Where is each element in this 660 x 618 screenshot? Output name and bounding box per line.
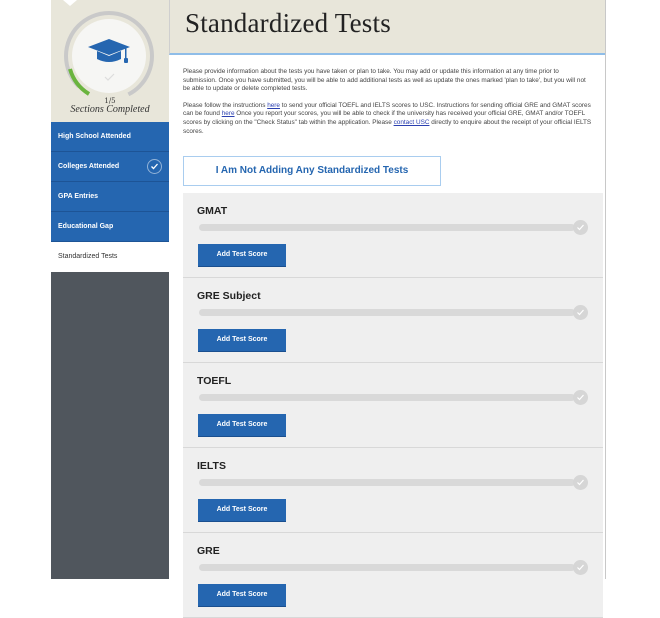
progress-count: 1/5 xyxy=(104,97,116,105)
sidebar-item-label: Standardized Tests xyxy=(58,253,118,260)
check-circle-icon xyxy=(573,560,588,575)
intro-paragraph-1: Please provide information about the tests you have taken or plan to take. You may add or update this information at any time prior to submission. Once you have submitted, you will be able to add additional tests as well as update the ones marked 'plan to take', but you will not be able to update or delete completed tests. xyxy=(183,68,586,93)
add-test-score-button[interactable]: Add Test Score xyxy=(198,584,286,606)
gre-gmat-instructions-link[interactable]: here xyxy=(221,110,235,118)
test-section-ielts xyxy=(183,448,603,533)
page-title: Standardized Tests xyxy=(185,8,391,38)
test-section-gmat xyxy=(183,193,603,278)
add-test-score-button[interactable]: Add Test Score xyxy=(198,414,286,436)
test-section-gre-subject xyxy=(183,278,603,363)
sidebar-item-colleges[interactable] xyxy=(51,152,169,182)
test-name: GRE xyxy=(197,545,220,557)
sidebar xyxy=(51,0,169,579)
page-header xyxy=(169,0,605,55)
progress-label: Sections Completed xyxy=(70,104,150,115)
toefl-ielts-instructions-link[interactable]: here xyxy=(267,101,280,109)
section-nav xyxy=(51,122,169,272)
text: to send your official TOEFL and IELTS scores to USC. Instructions for sending official GRE and GMAT scores can be found xyxy=(183,101,591,118)
check-circle-icon xyxy=(573,305,588,320)
test-section-toefl xyxy=(183,363,603,448)
add-test-score-button[interactable]: Add Test Score xyxy=(198,499,286,521)
sidebar-item-label: GPA Entries xyxy=(58,193,99,200)
notch xyxy=(63,0,77,6)
check-circle-icon xyxy=(147,159,162,174)
add-test-score-button[interactable]: Add Test Score xyxy=(198,329,286,351)
test-list xyxy=(183,193,603,618)
check-circle-icon xyxy=(573,220,588,235)
progress-bar xyxy=(199,309,575,316)
text: Please follow the instructions xyxy=(183,101,268,109)
intro-paragraph-2 xyxy=(183,102,593,136)
add-test-score-button[interactable]: Add Test Score xyxy=(198,244,286,266)
sidebar-item-high-school[interactable] xyxy=(51,122,169,152)
main-content xyxy=(169,0,606,598)
intro-text xyxy=(183,68,593,144)
test-name: GMAT xyxy=(197,205,228,217)
sidebar-item-gap[interactable] xyxy=(51,212,169,242)
progress-panel xyxy=(51,0,169,122)
test-name: GRE Subject xyxy=(197,290,261,302)
progress-bar xyxy=(199,479,575,486)
sidebar-item-gpa[interactable] xyxy=(51,182,169,212)
progress-bar xyxy=(199,564,575,571)
text: directly to enquire about the receipt of your official IELTS scores. xyxy=(183,118,592,135)
sidebar-item-standardized-tests[interactable] xyxy=(51,242,169,272)
test-section-gre xyxy=(183,533,603,618)
check-circle-icon xyxy=(573,390,588,405)
test-name: IELTS xyxy=(197,460,226,472)
progress-bar xyxy=(199,394,575,401)
sidebar-item-label: Educational Gap xyxy=(58,223,114,230)
not-adding-tests-button[interactable]: I Am Not Adding Any Standardized Tests xyxy=(183,156,441,186)
sidebar-item-label: High School Attended xyxy=(58,133,131,140)
progress-bar xyxy=(199,224,575,231)
check-circle-icon xyxy=(573,475,588,490)
text: Once you report your scores, you will be able to check if the university has received your official GRE, GMAT and/or TOEFL scores by clicking on the "Check Status" tab within the application. Please xyxy=(183,110,585,126)
test-name: TOEFL xyxy=(197,375,232,387)
progress-ring xyxy=(62,9,156,103)
sidebar-item-label: Colleges Attended xyxy=(58,163,120,170)
contact-usc-link[interactable]: contact USC xyxy=(393,118,430,126)
